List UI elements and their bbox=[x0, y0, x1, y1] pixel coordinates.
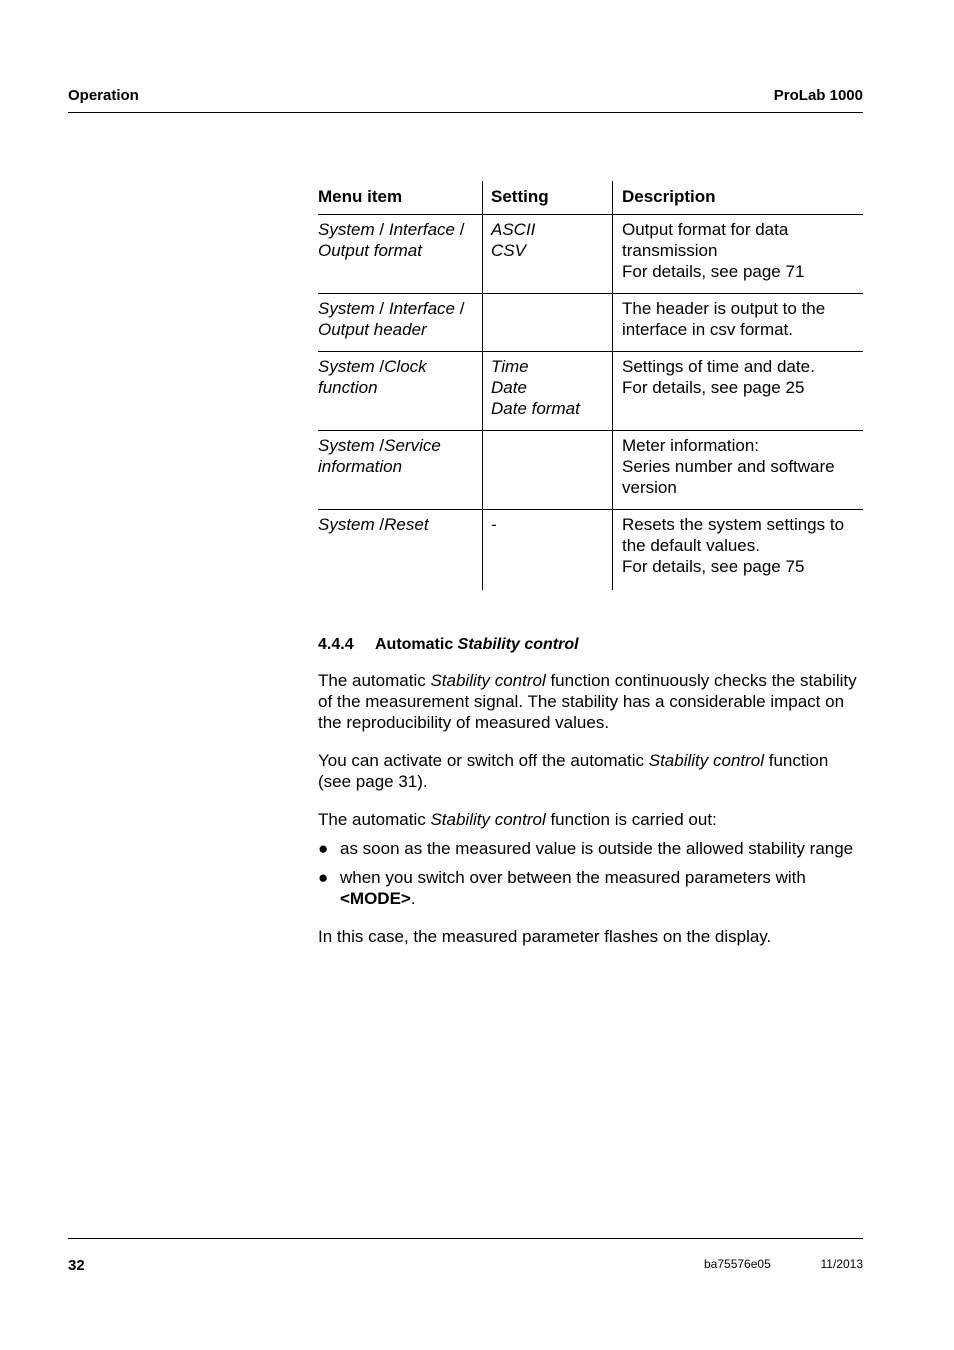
menu-item-cell bbox=[318, 431, 483, 510]
menu-path-part: System bbox=[318, 220, 375, 239]
text-run: The automatic bbox=[318, 810, 431, 829]
description-line: interface in csv format. bbox=[622, 320, 794, 339]
menu-item-cell bbox=[318, 352, 483, 431]
setting-value: Time bbox=[491, 357, 529, 376]
setting-value: Date bbox=[491, 378, 527, 397]
menu-item-cell bbox=[318, 510, 483, 591]
description-cell bbox=[613, 294, 864, 352]
table-row bbox=[318, 294, 863, 352]
setting-value: ASCII bbox=[491, 220, 536, 239]
menu-item-cell bbox=[318, 294, 483, 352]
description-cell bbox=[613, 352, 864, 431]
setting-cell bbox=[483, 215, 613, 294]
text-run: You can activate or switch off the automatic bbox=[318, 751, 649, 770]
footer-rule bbox=[68, 1238, 863, 1239]
column-header-menu-item: Menu item bbox=[318, 181, 483, 215]
page-number: 32 bbox=[68, 1257, 85, 1274]
mode-key-label: <MODE> bbox=[340, 889, 411, 908]
paragraph-activate bbox=[318, 750, 863, 792]
paragraph-flash: In this case, the measured parameter flashes on the display. bbox=[318, 927, 772, 946]
stability-control-section bbox=[318, 635, 863, 964]
column-header-setting: Setting bbox=[483, 181, 613, 215]
menu-path-separator: / bbox=[455, 220, 465, 239]
menu-path-part: Reset bbox=[384, 515, 429, 534]
table-row bbox=[318, 431, 863, 510]
menu-path-part: Clock bbox=[384, 357, 427, 376]
description-line: Meter information: bbox=[622, 436, 759, 455]
running-header-product: ProLab 1000 bbox=[773, 87, 863, 104]
menu-path-part: function bbox=[318, 378, 378, 397]
description-cell bbox=[613, 510, 864, 591]
bullet-icon: ● bbox=[318, 868, 329, 887]
menu-settings-table bbox=[318, 181, 863, 590]
section-title-plain: Automatic bbox=[375, 636, 458, 653]
setting-value: Date format bbox=[491, 399, 580, 418]
list-item-text: as soon as the measured value is outside the allowed stability range bbox=[340, 839, 854, 858]
paragraph-intro bbox=[318, 670, 863, 733]
setting-cell bbox=[483, 431, 613, 510]
description-line: For details, see page 25 bbox=[622, 378, 805, 397]
table-row bbox=[318, 352, 863, 431]
description-line: version bbox=[622, 478, 677, 497]
document-date: 11/2013 bbox=[820, 1257, 863, 1271]
menu-path-part: Interface bbox=[388, 299, 456, 318]
description-line: The header is output to the bbox=[622, 299, 826, 318]
text-run: function continuously checks the stability of the measurement signal. The stability has a considerable impact on the reproducibility of measured values. bbox=[318, 671, 857, 732]
setting-value: CSV bbox=[491, 241, 526, 260]
list-item-text: when you switch over between the measured parameters with bbox=[340, 868, 806, 887]
section-title-italic: Stability control bbox=[457, 636, 579, 653]
description-line: Resets the system settings to bbox=[622, 515, 845, 534]
description-line: Series number and software bbox=[622, 457, 835, 476]
setting-cell bbox=[483, 294, 613, 352]
list-item bbox=[318, 838, 863, 859]
menu-path-separator: / bbox=[374, 436, 385, 455]
description-line: For details, see page 75 bbox=[622, 557, 805, 576]
document-code: ba75576e05 bbox=[704, 1257, 771, 1271]
description-line: Output format for data bbox=[622, 220, 789, 239]
text-run: function is carried out: bbox=[545, 810, 717, 829]
menu-path-separator: / bbox=[374, 515, 385, 534]
description-cell bbox=[613, 431, 864, 510]
paragraph-carried-out bbox=[318, 809, 863, 830]
menu-path-part: Output header bbox=[318, 320, 427, 339]
description-line: transmission bbox=[622, 241, 718, 260]
menu-path-part: Output format bbox=[318, 241, 422, 260]
header-rule bbox=[68, 112, 863, 113]
table-header-row bbox=[318, 181, 863, 215]
description-line: For details, see page 71 bbox=[622, 262, 805, 281]
column-header-description: Description bbox=[613, 181, 864, 215]
text-run: function (see page 31). bbox=[318, 751, 829, 791]
menu-path-separator: / bbox=[374, 357, 385, 376]
menu-path-part: System bbox=[318, 299, 375, 318]
menu-path-part: System bbox=[318, 436, 375, 455]
setting-cell bbox=[483, 352, 613, 431]
menu-path-part: Interface bbox=[388, 220, 456, 239]
menu-path-separator: / bbox=[374, 220, 389, 239]
text-run-italic: Stability control bbox=[648, 751, 765, 770]
table-row bbox=[318, 215, 863, 294]
text-run-italic: Stability control bbox=[430, 810, 546, 829]
menu-item-cell bbox=[318, 215, 483, 294]
description-cell bbox=[613, 215, 864, 294]
text-run: The automatic bbox=[318, 671, 431, 690]
text-run-italic: Stability control bbox=[430, 671, 546, 690]
list-item-text: . bbox=[410, 889, 416, 908]
table-row bbox=[318, 510, 863, 591]
menu-path-separator: / bbox=[455, 299, 465, 318]
list-item bbox=[318, 867, 863, 909]
running-header-section: Operation bbox=[68, 87, 139, 104]
menu-path-part: System bbox=[318, 357, 375, 376]
bullet-icon: ● bbox=[318, 839, 329, 858]
section-heading bbox=[318, 635, 863, 655]
menu-path-part: System bbox=[318, 515, 375, 534]
menu-path-separator: / bbox=[374, 299, 389, 318]
setting-value: - bbox=[491, 515, 497, 534]
menu-path-part: Service bbox=[384, 436, 441, 455]
description-line: the default values. bbox=[622, 536, 760, 555]
bullet-list bbox=[318, 838, 863, 909]
menu-path-part: information bbox=[318, 457, 403, 476]
setting-cell bbox=[483, 510, 613, 591]
section-number: 4.4.4 bbox=[318, 636, 354, 653]
description-line: Settings of time and date. bbox=[622, 357, 815, 376]
